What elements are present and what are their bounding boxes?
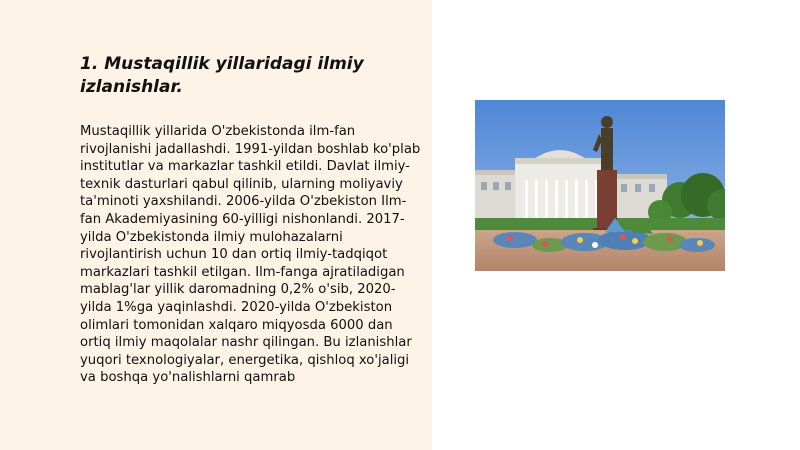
monument-photo-illustration (475, 100, 725, 271)
slide-title: 1. Mustaqillik yillaridagi ilmiy izlanishlar. (80, 54, 364, 97)
slide-body-text: Mustaqillik yillarida O'zbekistonda ilm-fan rivojlanishi jadallashdi. 1991-yildan boshlab ko'plab institutlar va markazlar tashkil etildi. Davlat ilmiy-texnik dasturlari qabul qilinib, ularning moliyaviy ta'minoti yaxshilandi. 2006-yilda O'zbekiston Ilm-fan Akademiyasining 60-yilligi nishonlandi. 2017-yilda O'zbekistonda ilmiy mulohazalarni rivojlantirish uchun 10 dan ortiq ilmiy-tadqiqot markazlari tashkil etilgan. Ilm-fanga ajratiladigan mablag'lar yillik daromadning 0,2% o'sib, 2020-yilda 1%ga yaqinlashdi. 2020-yilda O'zbekiston olimlari tomonidan xalqaro miqyosda 6000 dan ortiq ilmiy maqolalar nashr qilingan. Bu izlanishlar yuqori texnologiyalar, energetika, qishloq xo'jaligi va boshqa yo'nalishlarni qamrab (80, 124, 421, 386)
monument-photo (475, 100, 725, 271)
